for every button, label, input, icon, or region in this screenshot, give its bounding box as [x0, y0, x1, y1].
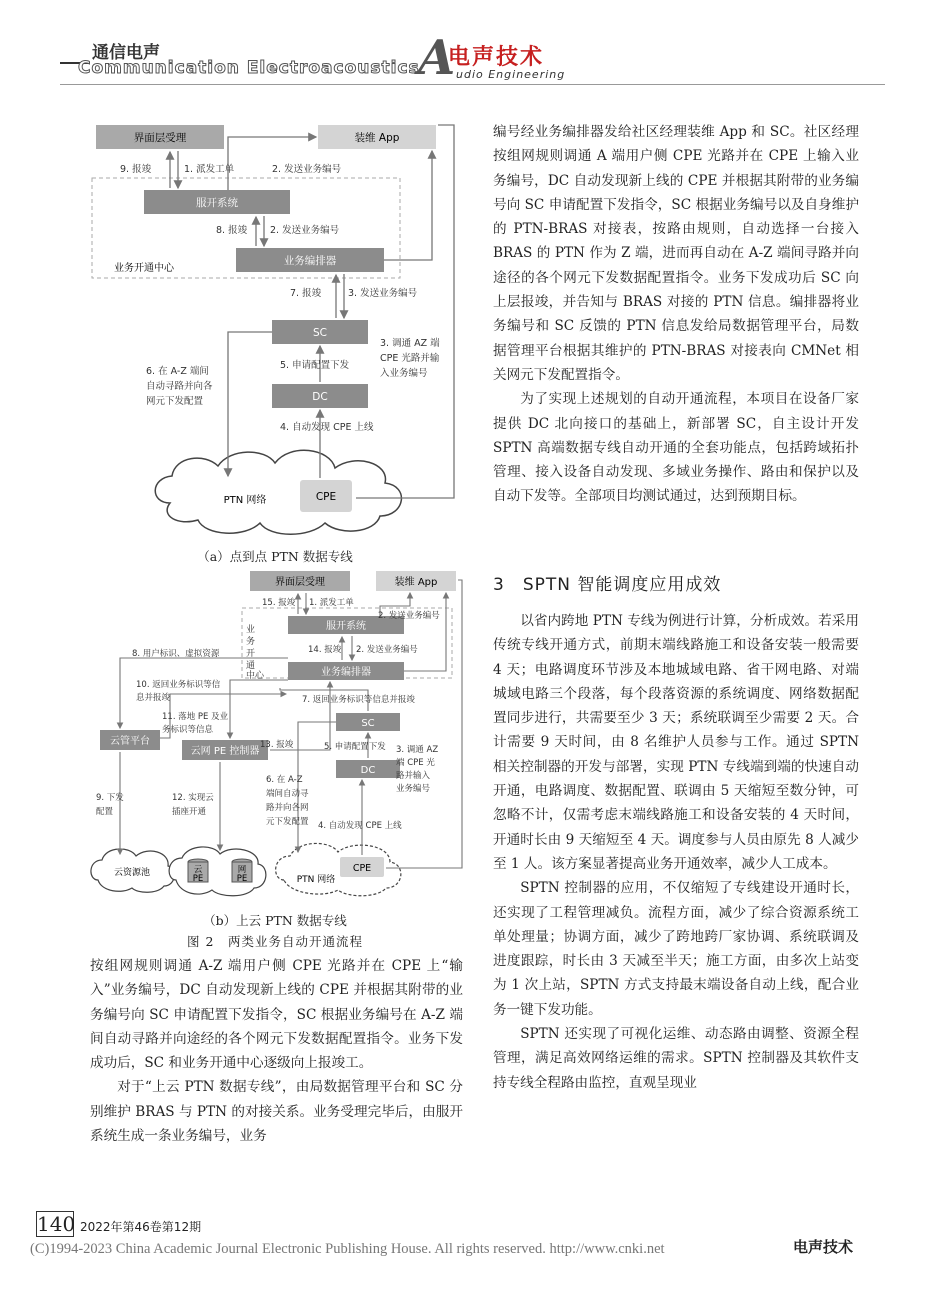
node-b-pectl: 云网 PE 控制器 — [190, 746, 260, 757]
label-a3b-1: 3. 调通 AZ 端 — [380, 338, 440, 349]
center-b-2: 务 — [246, 637, 256, 647]
page-number: 140 — [37, 1212, 76, 1236]
label-a6-1: 6. 在 A-Z 端间 — [146, 366, 209, 377]
node-b-cloudmgr: 云管平台 — [110, 736, 150, 747]
logo-title-en: udio Engineering — [456, 68, 566, 81]
label-b8: 8. 用户标识、虚拟资源 — [132, 649, 220, 659]
pe1b-label: PE — [192, 874, 204, 884]
ptn-b-label: PTN 网络 — [296, 875, 336, 885]
label-a7: 7. 报竣 — [290, 288, 322, 299]
label-b14: 14. 报竣 — [308, 645, 342, 655]
figure-caption: 图 2 两类业务自动开通流程 — [187, 934, 363, 949]
cloud-label: PTN 网络 — [223, 495, 267, 506]
node-b-fk: 服开系统 — [326, 621, 366, 632]
right-paragraph-2: 为了实现上述规划的自动开通流程，本项目在设备厂家提供 DC 北向接口的基础上，新部署 SC，自主设计开发 SPTN 高端数据专线自动开通的全套功能点，包括跨域拓扑管理、接入设备自动发现、多域业务操作、路由和保护以及自动下发等。全部项目均测试通过，达到预期目标。 — [493, 391, 859, 505]
node-fk: 服开系统 — [196, 197, 238, 209]
logo-letter: A — [418, 30, 456, 86]
label-b12-2: 插座开通 — [172, 807, 207, 817]
label-a6-3: 网元下发配置 — [146, 396, 204, 407]
ptn-cloud — [155, 450, 401, 534]
label-b9-1: 9. 下发 — [96, 793, 124, 803]
label-b6-3: 路并向各网 — [266, 803, 309, 813]
label-b2a: 2. 发送业务编号 — [378, 611, 440, 621]
label-a1: 1. 派发工单 — [184, 164, 235, 175]
label-b6-4: 元下发配置 — [266, 817, 309, 827]
issue-info: 2022年第46卷第12期 — [80, 1220, 202, 1234]
node-cpe: CPE — [315, 491, 337, 503]
node-orchestrator: 业务编排器 — [283, 255, 337, 267]
label-a9: 9. 报竣 — [120, 164, 152, 175]
label-b11-2: 务标识等信息 — [162, 725, 214, 735]
figure-b-diagram — [80, 568, 470, 908]
journal-title-cn: 通信电声 — [92, 43, 160, 63]
right-paragraph-5: SPTN 还实现了可视化运维、动态路由调整、资源全程管理，满足高效网络运维的需求。SPTN 控制器及其软件支持专线全程路由监控，直观呈现业 — [493, 1026, 859, 1091]
label-b7: 7. 返回业务标识等信息并报竣 — [302, 695, 415, 705]
label-b3-2: 端 CPE 光 — [396, 758, 435, 768]
node-app: 装维 App — [354, 132, 400, 144]
label-b13: 13. 报竣 — [260, 740, 294, 750]
copyright-line: (C)1994-2023 China Academic Journal Electronic Publishing House. All rights reserved. http://www.cnki.net — [30, 1241, 665, 1257]
center-b-3: 开 — [246, 649, 256, 659]
label-b3-3: 路并输入 — [396, 771, 431, 781]
label-a3b-3: 入业务编号 — [380, 368, 428, 379]
label-b10-2: 息并报竣 — [136, 693, 171, 703]
node-interface: 界面层受理 — [133, 132, 187, 144]
label-b6-1: 6. 在 A-Z — [266, 775, 303, 785]
label-a3b-2: CPE 光路并输 — [380, 353, 440, 364]
label-a3: 3. 发送业务编号 — [348, 288, 418, 299]
left-paragraph-2: 对于“上云 PTN 数据专线”，由局数据管理平台和 SC 分别维护 BRAS 与 PTN 的对接关系。业务受理完毕后，由服开系统生成一条业务编号，业务 — [90, 1079, 463, 1145]
pe2-label: 网 — [237, 865, 247, 875]
label-b12-1: 12. 实现云 — [172, 793, 214, 803]
label-a8: 8. 报竣 — [216, 225, 248, 236]
node-sc: SC — [313, 327, 327, 339]
label-b6-2: 端间自动寻 — [266, 789, 309, 799]
label-a4: 4. 自动发现 CPE 上线 — [280, 422, 374, 433]
section-heading: 3 SPTN 智能调度应用成效 — [493, 575, 722, 595]
node-b-orchestrator: 业务编排器 — [321, 667, 371, 678]
label-b11-1: 11. 落地 PE 及业 — [162, 712, 229, 722]
footer-logo: 电声技术 — [793, 1238, 854, 1256]
right-paragraph-1: 编号经业务编排器发给社区经理装维 App 和 SC。社区经理按组网规则调通 A 端用户侧 CPE 光路并在 CPE 上输入业务编号，DC 自动发现新上线的 CPE 并根据其附带的业务编号向 SC 申请配置下发指令，SC 根据业务编号以及自身维护的 PTN-BRAS 对接表，按路由规则，自动选择一台接入 BRAS 的 PTN 作为 Z 端，进而再自动在 A-Z 端间寻路并向途径的各个网元下发数据配置指令。业务下发成功后 SC 向上层报竣，并告知与 BRAS 对接的 PTN 信息。编排器将业务编号和 SC 反馈的 PTN 信息发给局数据管理平台，局数据管理平台根据其维护的 PTN-BRAS 对接表向 CMNet 相关网元下发配置指令。 — [493, 124, 859, 383]
node-b-cpe: CPE — [352, 863, 372, 874]
label-b2b: 2. 发送业务编号 — [356, 645, 418, 655]
node-b-sc: SC — [361, 718, 375, 729]
label-b1: 1. 派发工单 — [309, 598, 354, 608]
center-b-4: 通 — [246, 661, 256, 671]
left-paragraph-1: 按组网规则调通 A-Z 端用户侧 CPE 光路并在 CPE 上“输入”业务编号，DC 自动发现新上线的 CPE 并根据其附带的业务编号向 SC 申请配置下发指令，SC 根据业务编号在 A-Z 端间自动寻路并向途经的各个网元下发数据配置指令。业务下发成功后，SC 和业务开通中心逐级向上报竣工。 — [90, 958, 463, 1072]
label-b3-4: 业务编号 — [396, 784, 431, 794]
label-a5: 5. 申请配置下发 — [280, 360, 350, 371]
label-b4: 4. 自动发现 CPE 上线 — [318, 821, 402, 831]
right-column-bottom — [493, 609, 859, 1095]
label-a6-2: 自动寻路并向各 — [146, 381, 213, 392]
label-b9-2: 配置 — [96, 807, 114, 817]
pe2b-label: PE — [236, 874, 248, 884]
label-b10-1: 10. 返回业务标识等信 — [136, 680, 221, 690]
left-column — [90, 954, 463, 1148]
node-dc: DC — [312, 391, 328, 403]
right-column-top — [493, 120, 859, 509]
center-label: 业务开通中心 — [114, 263, 174, 274]
center-b-5: 中心 — [246, 671, 265, 681]
node-b-dc: DC — [360, 765, 376, 776]
figure-a-diagram — [80, 118, 470, 550]
pool-label: 云资源池 — [113, 868, 151, 878]
label-a2a: 2. 发送业务编号 — [272, 164, 342, 175]
header-rule — [60, 84, 885, 85]
label-a2b: 2. 发送业务编号 — [270, 225, 340, 236]
caption-a: （a）点到点 PTN 数据专线 — [197, 549, 353, 564]
node-b-interface: 界面层受理 — [275, 577, 325, 588]
label-b5: 5. 申请配置下发 — [324, 742, 386, 752]
pe1-label: 云 — [193, 865, 203, 875]
label-b3-1: 3. 调通 AZ — [396, 745, 439, 755]
label-b15: 15. 报竣 — [262, 598, 296, 608]
right-paragraph-4: SPTN 控制器的应用，不仅缩短了专线建设开通时长，还实现了工程管理减负。流程方面，减少了综合资源系统工单处理量；协调方面，减少了跨地跨厂家协调、系统联调及进度跟踪，时长由 3 天减至半天；施工方面，由多次上站变为 1 次上站，SPTN 方式支持最末端设备自动上线，配合业务一键下发功能。 — [493, 880, 859, 1018]
caption-b: （b）上云 PTN 数据专线 — [203, 913, 347, 928]
right-paragraph-3: 以省内跨地 PTN 专线为例进行计算，分析成效。若采用传统专线开通方式，前期末端线路施工和设备安装一般需要 4 天；电路调度环节涉及本地城域电路、省干网电路、对端城域电路三个段落，每个段落资源的系统调度、网络数据配置同步进行，共需要至少 3 天；系统联调至少需要 2 天。合计需要 9 天时间，由 8 名维护人员参与工作。通过 SPTN 相关控制器的开发与部署，实现 PTN 专线端到端的快速自动开通，电路调度、数据配置、联调由 5 天缩短至数分钟，可忽略不计，仅需考虑末端线路施工和设备安装的 4 天时间，开通时长由 9 天缩短至 4 天。调度参与人员由原先 8 人减少至 1 人。该方案显著提高业务开通效率，减少人工成本。 — [493, 613, 859, 872]
node-b-app: 装维 App — [394, 577, 438, 588]
center-b-1: 业 — [246, 625, 256, 635]
logo-title-cn: 电声技术 — [448, 45, 545, 70]
journal-title-en: Communication Electroacoustics — [78, 58, 420, 78]
